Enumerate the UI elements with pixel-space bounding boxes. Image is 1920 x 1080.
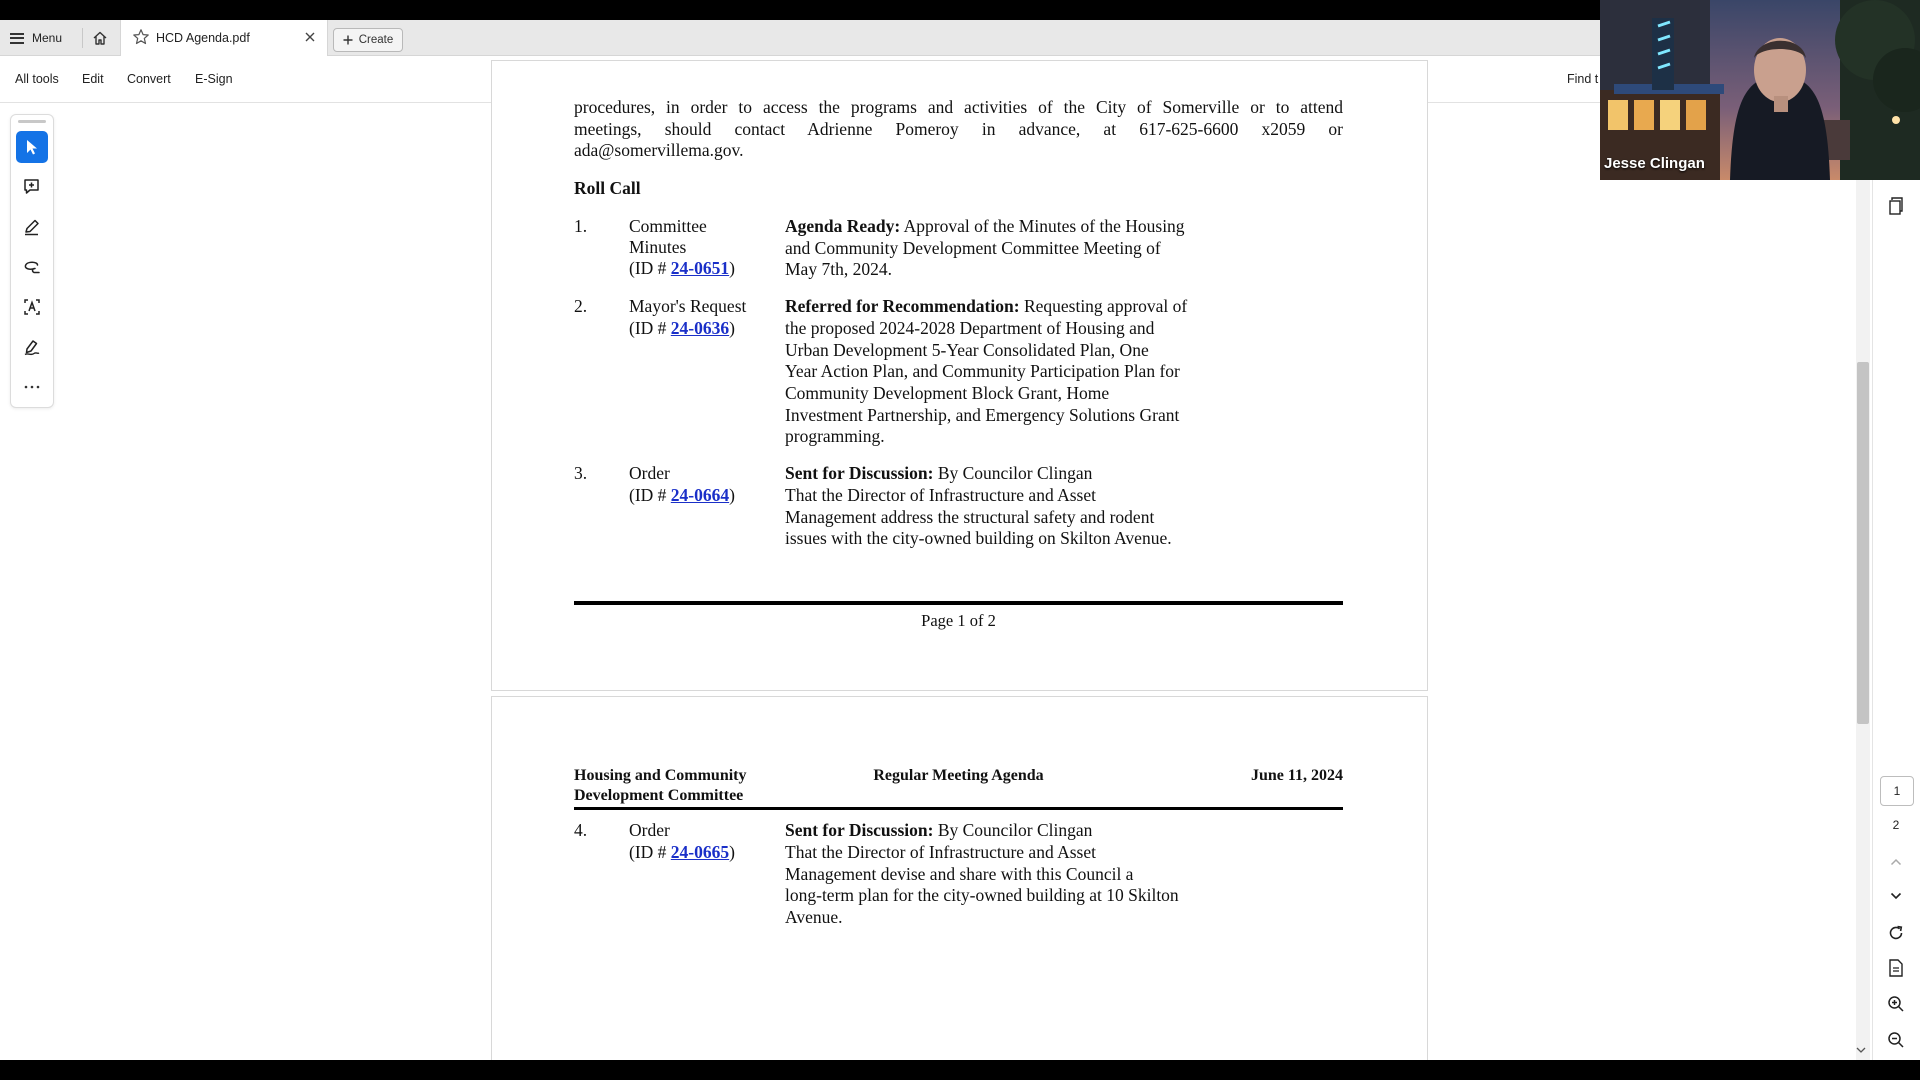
create-button[interactable] [333, 28, 403, 52]
chevron-down-icon [1856, 1047, 1866, 1053]
current-page-box[interactable]: 1 [1880, 776, 1914, 806]
zoom-in-icon [1887, 995, 1905, 1013]
desc-line: and Community Development Committee Meeting of [785, 238, 1161, 258]
refresh-button[interactable] [1881, 919, 1911, 947]
chevron-down-icon [1890, 892, 1902, 900]
id-suffix: ) [729, 318, 735, 338]
id-prefix: (ID # [629, 318, 671, 338]
desc-line: Year Action Plan, and Community Participation Plan for [785, 361, 1180, 381]
panel-grip[interactable] [18, 120, 46, 123]
desc-line: Requesting approval of [1019, 296, 1188, 316]
desc-line: Management address the structural safety and rodent [785, 507, 1155, 527]
desc-line: Management devise and share with this Council a [785, 864, 1134, 884]
divider [82, 28, 83, 48]
item-number: 3. [574, 463, 588, 483]
header-rule [574, 807, 1343, 810]
desc-line: That the Director of Infrastructure and Asset [785, 842, 1096, 862]
item-type-line: Order [629, 820, 670, 840]
item-id [629, 258, 735, 280]
close-icon[interactable] [301, 28, 319, 46]
all-tools-tab[interactable]: All tools [15, 72, 59, 86]
item-number: 1. [574, 216, 588, 236]
cursor-icon [23, 138, 41, 156]
desc-line: That the Director of Infrastructure and Asset [785, 485, 1096, 505]
item-description [785, 296, 1187, 318]
intro-line-1: procedures, in order to access the programs and activities of the City of Somerville or to attend [574, 97, 1343, 117]
desc-line: May 7th, 2024. [785, 259, 892, 279]
home-icon [92, 30, 108, 46]
chevron-up-icon [1890, 858, 1902, 866]
menu-button[interactable] [10, 26, 62, 50]
pages-panel-button[interactable] [1881, 192, 1911, 220]
committee-name-line: Housing and Community [574, 767, 747, 784]
id-suffix: ) [729, 258, 735, 278]
menu-label: Menu [32, 31, 63, 45]
document-icon [1887, 958, 1905, 978]
desc-line: By Councilor Clingan [933, 463, 1093, 483]
refresh-icon [1887, 924, 1905, 942]
pdf-page-1 [491, 60, 1428, 691]
scroll-down-arrow[interactable] [1848, 1040, 1874, 1060]
desc-line: Avenue. [785, 907, 843, 927]
hamburger-icon [10, 33, 24, 44]
esign-tab[interactable]: E-Sign [195, 72, 233, 86]
item-description [785, 820, 1092, 842]
committee-name-line: Development Committee [574, 787, 744, 804]
tab-title: HCD Agenda.pdf [156, 31, 250, 45]
text-select-icon [22, 297, 42, 317]
right-sidebar [1872, 103, 1920, 1060]
item-id [629, 485, 735, 507]
copy-pages-icon [1887, 196, 1905, 216]
comment-icon [22, 177, 42, 197]
desc-line: the proposed 2024-2028 Department of Housing and [785, 318, 1155, 338]
desc-line: Community Development Block Grant, Home [785, 383, 1110, 403]
page-footer: Page 1 of 2 [921, 611, 996, 630]
participant-video-feed [1600, 0, 1920, 180]
text-box-tool[interactable] [16, 291, 48, 323]
item-id-link[interactable]: 24-0636 [670, 318, 730, 338]
id-suffix: ) [729, 842, 735, 862]
window-bottom-bar [0, 1060, 1920, 1080]
add-comment-tool[interactable] [16, 171, 48, 203]
sign-pen-icon [22, 337, 42, 357]
desc-line: Approval of the Minutes of the Housing [900, 216, 1185, 236]
create-label: Create [358, 34, 394, 46]
lasso-icon [22, 257, 42, 277]
plus-icon [343, 35, 353, 45]
convert-tab[interactable]: Convert [127, 72, 171, 86]
star-icon[interactable] [131, 27, 151, 47]
item-id-link[interactable]: 24-0664 [670, 485, 730, 505]
id-prefix: (ID # [629, 842, 671, 862]
find-text[interactable]: Find t [1567, 72, 1599, 86]
more-icon [23, 384, 41, 390]
footer-rule [574, 601, 1343, 605]
intro-line-3: ada@somervillema.gov. [574, 140, 744, 160]
item-type-line: Committee [629, 216, 707, 236]
more-tools-button[interactable] [16, 371, 48, 403]
page-2-number[interactable]: 2 [1892, 818, 1900, 832]
item-status: Agenda Ready: [785, 216, 901, 236]
item-type-line: Mayor's Request [629, 296, 747, 316]
item-type-line: Minutes [629, 237, 687, 257]
id-prefix: (ID # [629, 485, 671, 505]
quick-tools-panel [10, 114, 54, 408]
item-description [785, 463, 1092, 485]
sign-tool[interactable] [16, 331, 48, 363]
item-number: 2. [574, 296, 588, 316]
item-status: Referred for Recommendation: [785, 296, 1020, 316]
item-id [629, 842, 735, 864]
scrollbar-thumb[interactable] [1857, 362, 1869, 724]
video-participant-tile[interactable] [1600, 0, 1920, 180]
id-suffix: ) [729, 485, 735, 505]
save-doc-button[interactable] [1881, 954, 1911, 982]
item-id-link[interactable]: 24-0665 [670, 842, 730, 862]
intro-line-2: meetings, should contact Adrienne Pomeroy in advance, at 617-625-6600 x2059 or [574, 119, 1343, 139]
roll-call-heading: Roll Call [574, 178, 641, 198]
meeting-type: Regular Meeting Agenda [873, 767, 1044, 784]
edit-tab[interactable]: Edit [82, 72, 104, 86]
pen-icon [22, 217, 42, 237]
item-id-link[interactable]: 24-0651 [670, 258, 730, 278]
desc-line: programming. [785, 426, 885, 446]
meeting-date: June 11, 2024 [1250, 767, 1343, 784]
select-tool[interactable] [16, 131, 48, 163]
home-button[interactable] [88, 26, 112, 50]
desc-line: By Councilor Clingan [933, 820, 1093, 840]
item-status: Sent for Discussion: [785, 463, 934, 483]
desc-line: issues with the city-owned building on Skilton Avenue. [785, 528, 1172, 548]
desc-line: Investment Partnership, and Emergency Solutions Grant [785, 405, 1180, 425]
draw-tool[interactable] [16, 251, 48, 283]
zoom-out-icon [1887, 1031, 1905, 1049]
pdf-page-2 [491, 696, 1428, 1078]
zoom-out-button[interactable] [1881, 1026, 1911, 1054]
next-page-button[interactable] [1881, 882, 1911, 910]
item-id [629, 318, 735, 340]
item-number: 4. [574, 820, 588, 840]
participant-name: Jesse Clingan [1604, 155, 1705, 172]
id-prefix: (ID # [629, 258, 671, 278]
item-description [785, 216, 1185, 238]
desc-line: long-term plan for the city-owned building at 10 Skilton [785, 885, 1179, 905]
document-tab[interactable] [120, 20, 328, 56]
item-type-line: Order [629, 463, 670, 483]
highlight-tool[interactable] [16, 211, 48, 243]
previous-page-button[interactable] [1881, 848, 1911, 876]
item-status: Sent for Discussion: [785, 820, 934, 840]
zoom-in-button[interactable] [1881, 990, 1911, 1018]
desc-line: Urban Development 5-Year Consolidated Plan, One [785, 340, 1149, 360]
